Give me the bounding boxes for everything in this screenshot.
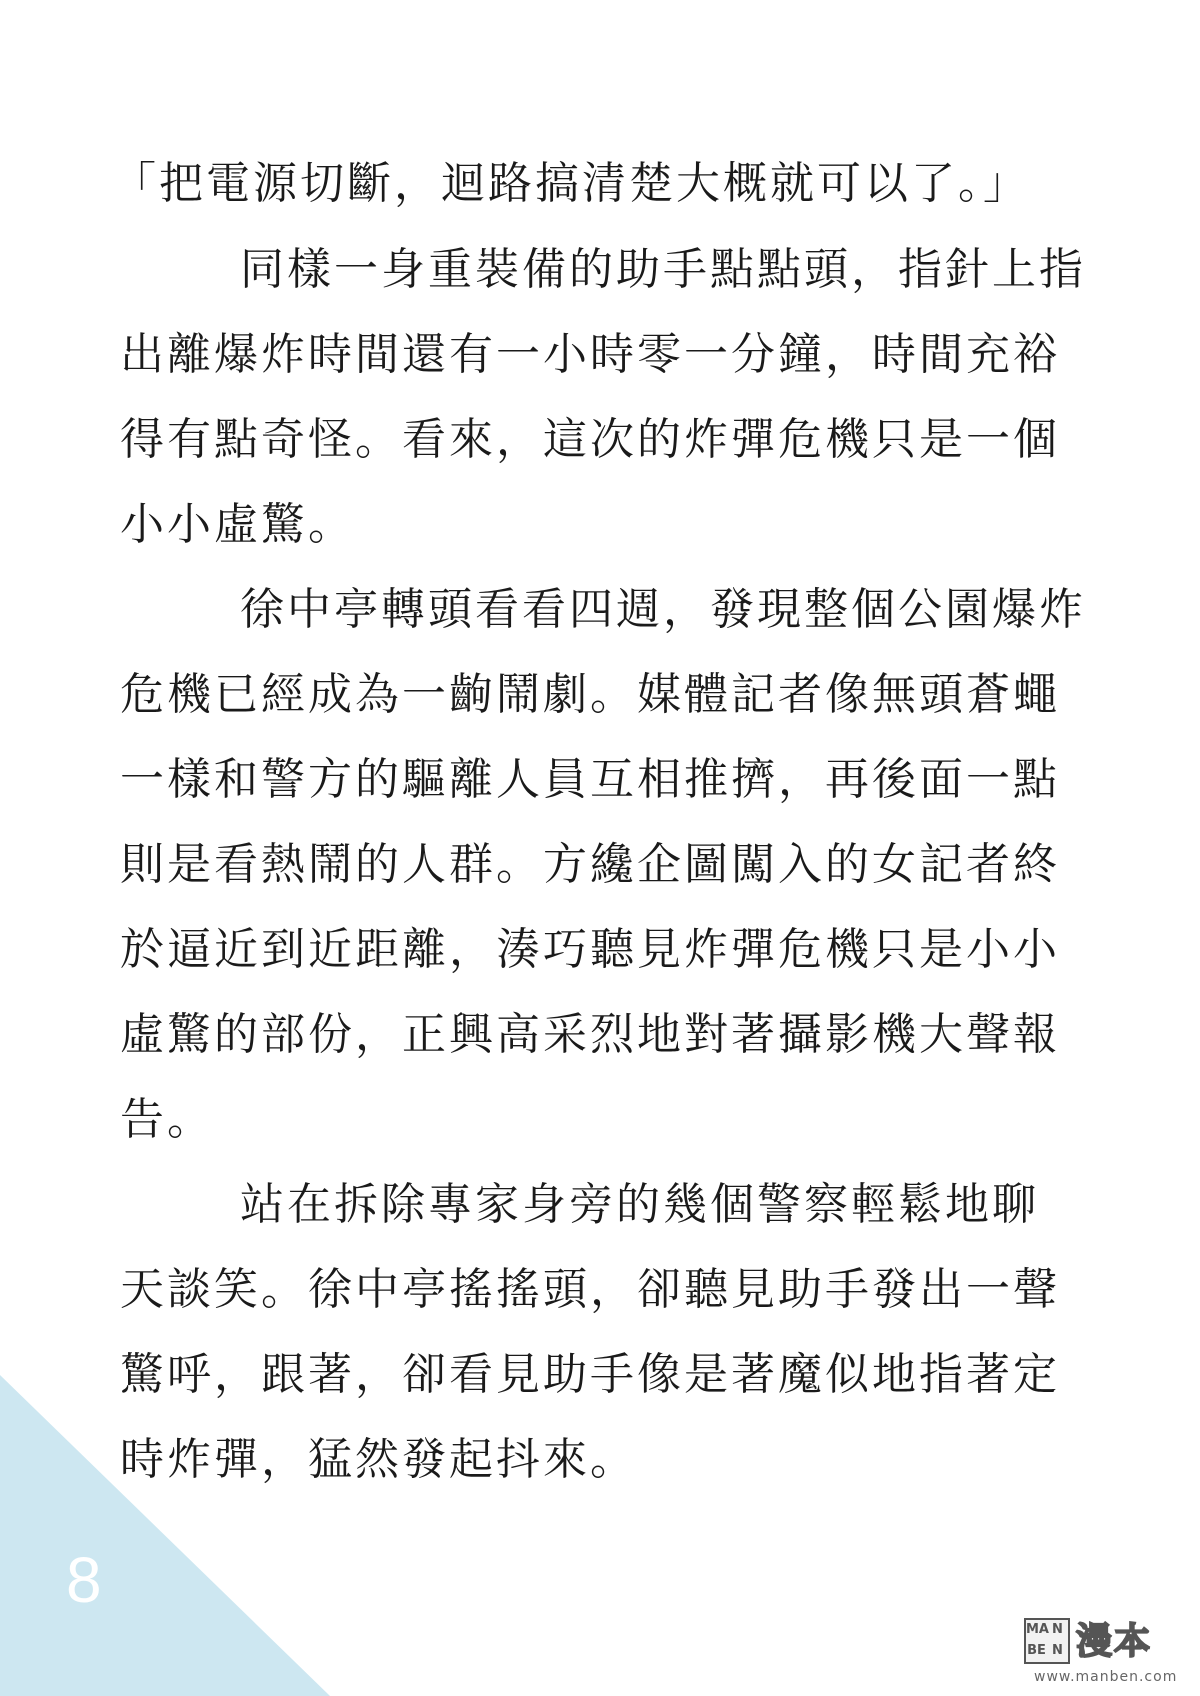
text-line: 得有點奇怪。看來，這次的炸彈危機只是一個 <box>120 414 1060 465</box>
text-line: 則是看熱鬧的人群。方纔企圖闖入的女記者終 <box>120 839 1060 890</box>
text-line: 小小虛驚。 <box>120 499 355 550</box>
text-line: 徐中亭轉頭看看四週，發現整個公園爆炸 <box>240 584 1086 635</box>
text-line: 虛驚的部份，正興高采烈地對著攝影機大聲報 <box>120 1009 1060 1060</box>
text-line: 危機已經成為一齣鬧劇。媒體記者像無頭蒼蠅 <box>120 669 1060 720</box>
corner-triangle <box>0 1375 330 1696</box>
text-line: 驚呼，跟著，卻看見助手像是著魔似地指著定 <box>120 1349 1060 1400</box>
text-line: 告。 <box>120 1094 214 1145</box>
text-line: 站在拆除專家身旁的幾個警察輕鬆地聊 <box>240 1179 1039 1230</box>
text-line: 天談笑。徐中亭搖搖頭，卻聽見助手發出一聲 <box>120 1264 1060 1315</box>
page-number: 8 <box>66 1544 102 1616</box>
watermark <box>1024 1618 1178 1688</box>
text-line: 一樣和警方的驅離人員互相推擠，再後面一點 <box>120 754 1060 805</box>
text-line: 同樣一身重裝備的助手點點頭，指針上指 <box>240 244 1086 295</box>
logo-letter: BE <box>1027 1643 1046 1658</box>
text-line: 「把電源切斷，迴路搞清楚大概就可以了。」 <box>112 158 1030 209</box>
watermark-name: 漫本 <box>1076 1621 1153 1662</box>
text-line: 出離爆炸時間還有一小時零一分鐘，時間充裕 <box>120 329 1060 380</box>
text-line: 於逼近到近距離，湊巧聽見炸彈危機只是小小 <box>120 924 1060 975</box>
logo-letter: MA <box>1026 1622 1049 1637</box>
watermark-logo-icon <box>1024 1618 1070 1664</box>
watermark-url: www.manben.com <box>1034 1669 1178 1685</box>
text-line: 時炸彈，猛然發起抖來。 <box>120 1434 637 1485</box>
logo-letter: N <box>1052 1643 1063 1658</box>
logo-letter: N <box>1052 1622 1063 1637</box>
